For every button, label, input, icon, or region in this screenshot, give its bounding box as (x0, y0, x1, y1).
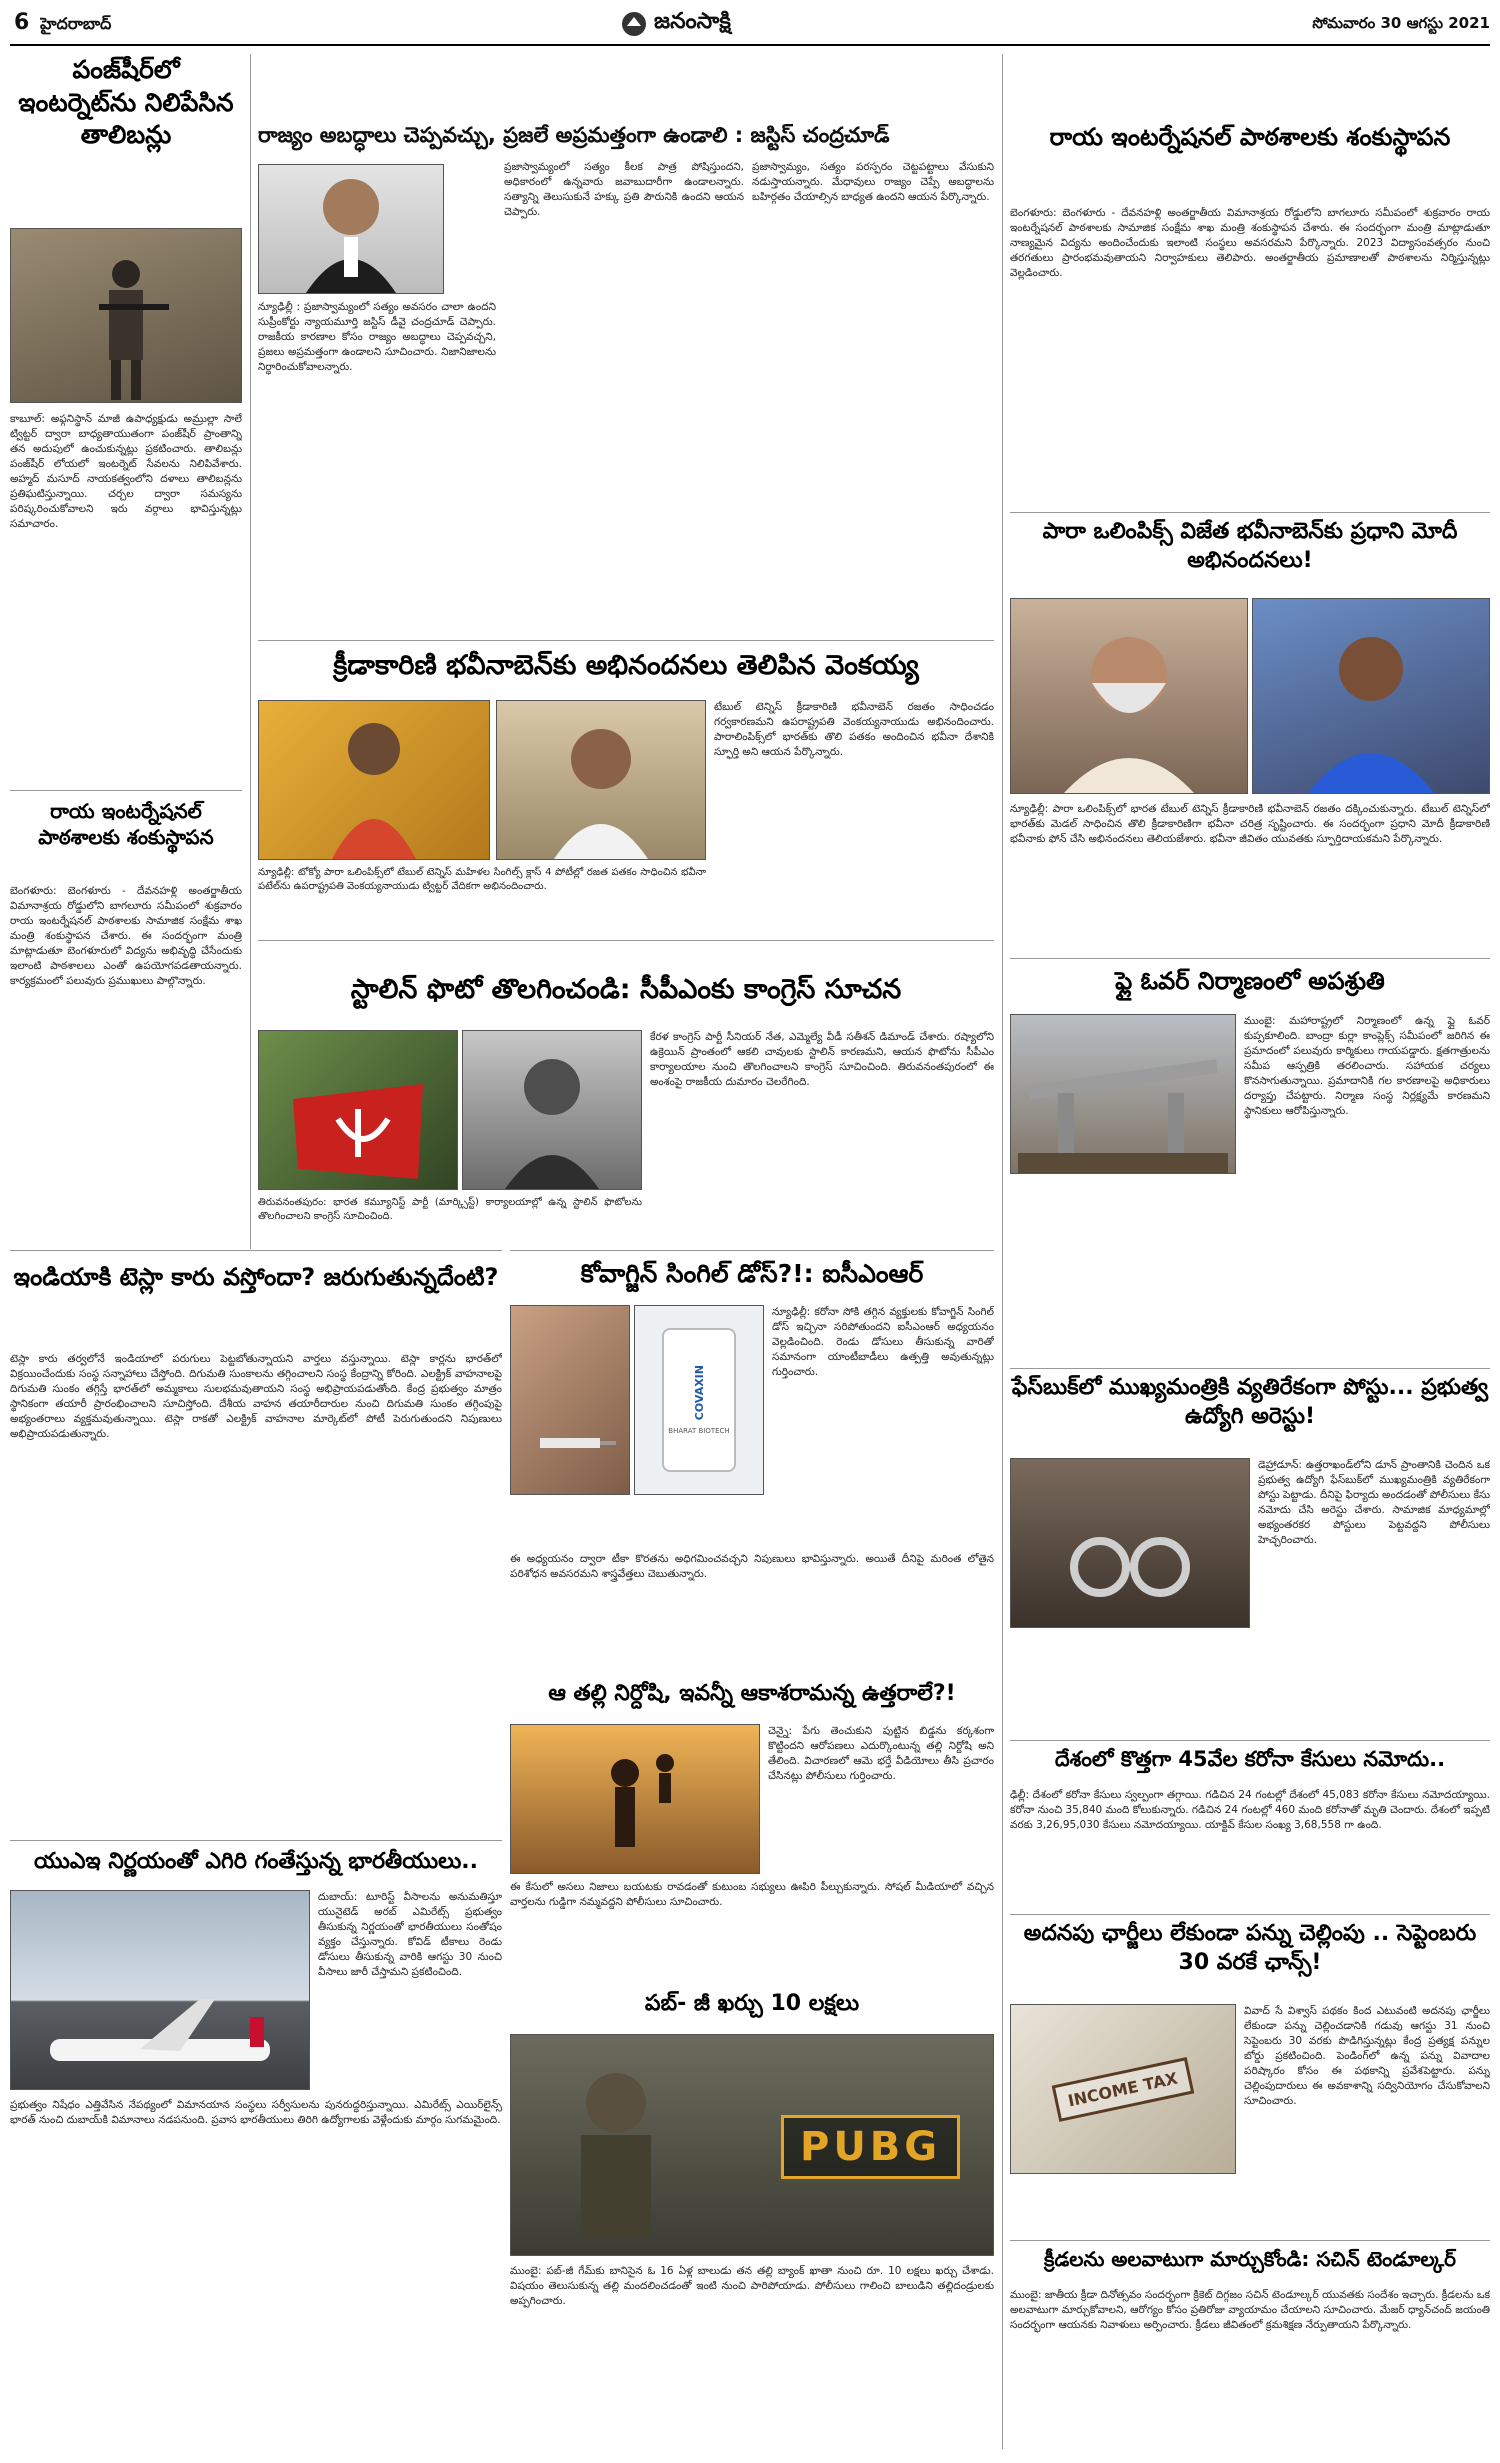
modi-headline: పారా ఒలింపిక్స్‌ విజేత భవీనాబెన్‌కు ప్రధాని మోదీ అభినందనలు! (1042, 519, 1458, 573)
facebook-top-rule (1010, 1368, 1490, 1369)
modi-photo (1010, 598, 1248, 794)
tesla-headline: ఇండియాకి టెస్లా కారు వస్తోందా? జరుగుతున్నదేంటి? (13, 1263, 499, 1291)
income-tax-photo (1010, 2004, 1236, 2174)
brand-name: జనంసాక్షి (654, 9, 731, 34)
athlete-icon (1296, 613, 1446, 793)
mother-headline: ఆ తల్లి నిర్దోషి, ఇవన్నీ ఆకాశరామన్న ఉత్తరాలే?! (548, 1681, 956, 1706)
pubg-body: ముంబై: పబ్‌-జీ గేమ్‌కు బానిసైన ఓ 16 ఏళ్ల బాలుడు తన తల్లి బ్యాంక్‌ ఖాతా నుంచి రూ. 10 లక్షలు ఖర్చు చేశాడు. విషయం తెలుసుకున్న తల్లి మందలించడంతో ఇంటి నుంచి పారిపోయాడు. పోలీసులు గాలించి బాలుడిని తల్లిదండ్రులకు అప్పగించారు. (510, 2265, 994, 2307)
vial-maker: BHARAT BIOTECH (668, 1426, 730, 1435)
venkaiah-headline: క్రీడాకారిణి భవీనాబెన్‌కు అభినందనలు తెలిపిన వెంకయ్య (333, 650, 919, 681)
stalin-top-rule (258, 940, 994, 941)
sachin-headline: క్రీడలను అలవాటుగా మార్చుకోండి: సచిన్‌ టెండూల్కర్‌ (1044, 2247, 1456, 2271)
modi-top-rule (1010, 512, 1490, 513)
brand-emblem-icon (620, 10, 648, 38)
corona-body: ఢిల్లీ: దేశంలో కరోనా కేసులు స్వల్పంగా తగ్గాయి. గడిచిన 24 గంటల్లో దేశంలో 45,083 కరోనా కేసులు నమోదయ్యాయి. కరోనా నుంచి 35,840 మంది కోలుకున్నారు. గడిచిన 24 గంటల్లో 460 మంది కరోనాతో మృతి చెందారు. దేశంలో ఇప్పటి వరకు 3,26,95,030 కేసులు నమోదయ్యాయి. యాక్టివ్‌ కేసుల సంఖ్య 3,68,558 గా ఉంది. (1010, 1789, 1490, 1831)
panjshir-body: కాబూల్‌: అఫ్గనిస్థాన్‌ మాజీ ఉపాధ్యక్షుడు అమ్రుల్లా సాలే ట్విట్టర్‌ ద్వారా బాధ్యతాయుతంగా పంజ్‌షీర్‌ ప్రాంతాన్ని తన అదుపులో ఉంచుకున్నట్లు ప్రకటించారు. తాలిబన్లు పంజ్‌షీర్‌ లోయలో ఇంటర్నెట్‌ సేవలను నిలిపివేశారు. అహ్మద్‌ మసూద్‌ నాయకత్వంలోని దళాలు తాలిబన్లను ప్రతిఘటిస్తున్నాయి. చర్చల ద్వారా సమస్యను పరిష్కరించుకోవాలని ఇరు వర్గాలు భావిస్తున్నట్లు సమాచారం. (10, 413, 242, 530)
hammer-sickle-icon (283, 1079, 433, 1189)
venkaiah-caption: న్యూఢిల్లీ: టోక్యో పారా ఒలింపిక్స్‌లో టేబుల్‌ టెన్నిస్‌ మహిళల సింగిల్స్‌ క్లాస్‌ 4 పోటీల్లో రజత పతకం సాధించిన భవీనా పటేల్‌ను ఉపరాష్ట్రపతి వెంకయ్యనాయుడు ట్విట్టర్‌ వేదికగా అభినందించారు. (258, 867, 706, 892)
corona-top-rule (1010, 1740, 1490, 1741)
cpim-flag-photo (258, 1030, 458, 1190)
venkaiah-photo (496, 700, 706, 860)
income-tax-stamp: INCOME TAX (1052, 2057, 1194, 2122)
panjshir-photo (10, 228, 242, 403)
athlete-icon (314, 709, 434, 859)
facebook-headline: ఫేస్‌బుక్‌లో ముఖ్యమంత్రికి వ్యతిరేకంగా పోస్టు... ప్రభుత్వ ఉద్యోగి అరెస్టు! (1011, 1375, 1489, 1429)
column-rule-right (1002, 54, 1003, 2449)
justice-body-2: ప్రజాస్వామ్యంలో సత్యం కీలక పాత్ర పోషిస్తుందని, అధికారంలో ఉన్నవారు జవాబుదారీగా ఉండాలన్నారు. సత్యాన్ని తెలుసుకునే హక్కు ప్రతి పౌరునికి ఉందని ఆయన చెప్పారు. (504, 161, 744, 218)
flyover-top-rule (1010, 958, 1490, 959)
rai-right-headline: రాయ ఇంటర్నేషనల్‌ పాఠశాలకు శంకుస్థాపన (1049, 123, 1451, 151)
left-divider-1 (10, 790, 242, 791)
flyover-body: ముంబై: మహారాష్ట్రలో నిర్మాణంలో ఉన్న ఫ్లై ఓవర్‌ కుప్పకూలింది. బాంద్రా కుర్లా కాంప్లెక్స్‌ సమీపంలో జరిగిన ఈ ప్రమాదంలో పలువురు కార్మికులు గాయపడ్డారు. క్షతగాత్రులను సమీప ఆస్పత్రికి తరలించారు. సహాయక చర్యలు కొనసాగుతున్నాయి. ప్రమాదానికి గల కారణాలపై అధికారులు దర్యాప్తు చేపట్టారు. నిర్మాణ సంస్థ నిర్లక్ష్యమే కారణమని స్థానికులు ఆరోపిస్తున్నారు. (1244, 1015, 1490, 1117)
issue-date: సోమవారం 30 ఆగస్టు 2021 (1312, 14, 1490, 32)
rai-left-body: బెంగళూరు: బెంగళూరు - దేవనహళ్లి అంతర్జాతీయ విమానాశ్రయ రోడ్డులోని బాగలూరు సమీపంలో శుక్రవారం రాయ ఇంటర్నేషనల్‌ పాఠశాలకు సామాజిక సంక్షేమ శాఖ మంత్రి శంకుస్థాపన చేశారు. ఈ సందర్భంగా మంత్రి మాట్లాడుతూ బెంగళూరులో విద్యను అభివృద్ధి చేసేందుకు ఇలాంటి పాఠశాలలు ఎంతో ఉపయోగపడతాయన్నారు. కార్యక్రమంలో పలువురు ప్రముఖులు పాల్గొన్నారు. (10, 885, 242, 987)
uae-top-rule (10, 1840, 502, 1841)
airport-photo (10, 1890, 310, 2090)
tax-body: వివాద్‌ సే విశ్వాస్‌ పథకం కింద ఎటువంటి అదనపు ఛార్జీలు లేకుండా పన్ను చెల్లించడానికి గడువు ఆగస్టు 31 నుంచి సెప్టెంబరు 30 వరకు పొడిగిస్తున్నట్లు కేంద్ర ప్రత్యక్ష పన్నుల బోర్డు ప్రకటించింది. పెండింగ్‌లో ఉన్న పన్ను వివాదాల పరిష్కారం కోసం ఈ పథకాన్ని ప్రవేశపెట్టారు. పన్ను చెల్లింపుదారులు ఈ అవకాశాన్ని సద్వినియోగం చేసుకోవాలని సూచించారు. (1244, 2005, 1490, 2107)
vial-label (662, 1328, 736, 1472)
sachin-body: ముంబై: జాతీయ క్రీడా దినోత్సవం సందర్భంగా క్రికెట్‌ దిగ్గజం సచిన్‌ టెండూల్కర్‌ యువతకు సందేశం ఇచ్చారు. క్రీడలను ఒక అలవాటుగా మార్చుకోవాలని, ఆరోగ్యం కోసం ప్రతిరోజు వ్యాయామం చేయాలని సూచించారు. మేజర్‌ ధ్యాన్‌చంద్‌ జయంతి సందర్భంగా ఆయనకు నివాళులు అర్పించారు. క్రీడలు జీవితంలో క్రమశిక్షణ నేర్పుతాయని పేర్కొన్నారు. (1010, 2289, 1490, 2331)
mother-body-2: ఈ కేసులో అసలు నిజాలు బయటకు రావడంతో కుటుంబ సభ్యులు ఊపిరి పీల్చుకున్నారు. సోషల్‌ మీడియాలో వచ్చిన వార్తలను గుడ్డిగా నమ్మవద్దని పోలీసులు సూచించారు. (510, 1881, 994, 1908)
venkaiah-top-rule (258, 640, 994, 641)
tax-top-rule (1010, 1914, 1490, 1915)
pubg-photo (510, 2034, 994, 2256)
bhavina-celebrating-photo (1252, 598, 1490, 794)
vaccine-injection-photo (510, 1305, 630, 1495)
covaxin-headline: కోవాగ్జిన్‌ సింగిల్‌ డోస్‌?!: ఐసీఎంఆర్‌ (580, 1259, 924, 1288)
covaxin-vial-photo (634, 1305, 764, 1495)
portrait-icon (296, 165, 406, 293)
stalin-caption: తిరువనంతపురం: భారత కమ్యూనిస్ట్‌ పార్టీ (మార్క్సిస్ట్‌) కార్యాలయాల్లో ఉన్న స్టాలిన్‌ ఫొటోలను తొలగించాలని కాంగ్రెస్‌ సూచించింది. (258, 1197, 642, 1222)
collapsed-structure-icon (1018, 1033, 1228, 1173)
mother-child-photo (510, 1724, 760, 1874)
handcuffs-icon (1040, 1507, 1220, 1627)
bhavina-photo (258, 700, 490, 860)
stalin-headline: స్టాలిన్‌ ఫొటో తొలగించండి: సీపీఎంకు కాంగ్రెస్‌ సూచన (350, 974, 902, 1005)
portrait-icon (1054, 613, 1204, 793)
soldier-helmet-icon (551, 2055, 681, 2235)
stalin-photo (462, 1030, 642, 1190)
uae-headline: యుఎఇ నిర్ణయంతో ఎగిరి గంతేస్తున్న భారతీయులు.. (33, 1849, 479, 1874)
covaxin-top-rule (510, 1250, 994, 1251)
handcuffs-photo (1010, 1458, 1250, 1628)
rai-left-headline: రాయ ఇంటర్నేషనల్‌ పాఠశాలకు శంకుస్థాపన (38, 799, 214, 849)
panjshir-headline: పంజ్‌షీర్‌లో ఇంటర్నెట్‌ను నిలిపేసిన తాలిబన్లు (18, 55, 234, 149)
silhouette-icon (555, 1733, 715, 1873)
tesla-top-rule (10, 1250, 502, 1251)
justice-photo (258, 164, 444, 294)
covaxin-body-1: న్యూఢిల్లీ: కరోనా సోకి తగ్గిన వ్యక్తులకు కోవాగ్జిన్‌ సింగిల్‌ డోస్‌ ఇచ్చినా సరిపోతుందని ఐసీఎంఆర్‌ అధ్యయనం వెల్లడించింది. రెండు డోసులు తీసుకున్న వారితో సమానంగా యాంటీబాడీలు ఉత్పత్తి అవుతున్నట్లు గుర్తించారు. (772, 1306, 994, 1378)
justice-body-3: ప్రజాస్వామ్యం, సత్యం పరస్పరం చెట్టపట్టాలు వేసుకుని నడుస్తాయన్నారు. మేధావులు రాజ్యం చెప్పే అబద్ధాలను బహిర్గతం చేయాల్సిన బాధ్యత ఉందని ఆయన పేర్కొన్నారు. (752, 161, 994, 203)
flyover-photo (1010, 1014, 1236, 1174)
uae-body-1: దుబాయ్‌: టూరిస్ట్‌ వీసాలను అనుమతిస్తూ యునైటెడ్‌ అరబ్‌ ఎమిరేట్స్‌ ప్రభుత్వం తీసుకున్న నిర్ణయంతో భారతీయులు సంతోషం వ్యక్తం చేస్తున్నారు. కోవిడ్‌ టీకాలు రెండు డోసులు తీసుకున్న వారికి ఆగస్టు 30 నుంచి వీసాలు జారీ చేస్తామని ప్రకటించింది. (318, 1891, 502, 1978)
sachin-top-rule (1010, 2240, 1490, 2241)
tax-headline: అదనపు ఛార్జీలు లేకుండా పన్ను చెల్లింపు .. సెప్టెంబరు 30 వరకే ఛాన్స్‌! (1023, 1921, 1477, 1975)
uae-body-2: ప్రభుత్వం నిషేధం ఎత్తివేసిన నేపథ్యంలో విమానయాన సంస్థలు సర్వీసులను పునరుద్ధరిస్తున్నాయి. ఎమిరేట్స్‌ ఎయిర్‌లైన్స్‌ భారత్‌ నుంచి దుబాయ్‌కి విమానాలు నడపనుంది. ప్రవాస భారతీయులు తిరిగి ఉద్యోగాలకు వెళ్లేందుకు మార్గం సుగమమైంది. (10, 2099, 502, 2126)
header-rule (10, 44, 1490, 46)
covaxin-body-2: ఈ అధ్యయనం ద్వారా టీకా కొరతను అధిగమించవచ్చని నిపుణులు భావిస్తున్నారు. అయితే దీనిపై మరింత లోతైన పరిశోధన అవసరమని శాస్త్రవేత్తలు చెబుతున్నారు. (510, 1553, 994, 1580)
facebook-body: డెహ్రాడూన్‌: ఉత్తరాఖండ్‌లోని డూన్‌ ప్రాంతానికి చెందిన ఒక ప్రభుత్వ ఉద్యోగి ఫేస్‌బుక్‌లో ముఖ్యమంత్రికి వ్యతిరేకంగా పోస్టు పెట్టాడు. దీనిపై ఫిర్యాదు అందడంతో పోలీసులు కేసు నమోదు చేసి అరెస్టు చేశారు. సామాజిక మాధ్యమాల్లో అభ్యంతరకర పోస్టులు పెట్టవద్దని పోలీసులు హెచ్చరించారు. (1258, 1459, 1490, 1546)
soldier-figure-icon (81, 252, 171, 402)
portrait-icon (497, 1039, 607, 1189)
pubg-headline: పబ్‌- జీ ఖర్చు 10 లక్షలు (644, 1991, 860, 2016)
syringe-icon (520, 1394, 620, 1494)
airplane-icon (30, 1969, 290, 2089)
brand-logo (620, 6, 820, 42)
page-number: 6 (14, 10, 30, 35)
modi-body: న్యూఢిల్లీ: పారా ఒలింపిక్స్‌లో భారత టేబుల్‌ టెన్నిస్‌ క్రీడాకారిణి భవీనాబెన్‌ రజతం దక్కించుకున్నారు. టేబుల్‌ టెన్నిస్‌లో భారత్‌కు మెడల్‌ సాధించిన తొలి క్రీడాకారిణిగా భవీనా చరిత్ర సృష్టించారు. ఈ సందర్భంగా ప్రధాని మోదీ క్రీడాకారిణి భవీనాకు ఫోన్‌ చేసి అభినందనలు తెలియజేశారు. భవీనా జీవితం యువతకు స్ఫూర్తిదాయకమని పేర్కొన్నారు. (1010, 803, 1490, 845)
stalin-body: కేరళ కాంగ్రెస్‌ పార్టీ సీనియర్‌ నేత, ఎమ్మెల్యే వీడీ సతీశన్‌ డిమాండ్‌ చేశారు. రష్యాలోని ఉక్రెయిన్‌ ప్రాంతంలో ఆకలి చావులకు స్టాలిన్‌ కారణమని, ఆయన ఫొటోను సీపీఎం కార్యాలయాల నుంచి తొలగించాలని కాంగ్రెస్‌ సూచించింది. తిరువనంతపురంలో ఈ అంశంపై రాజకీయ దుమారం చెలరేగింది. (650, 1031, 994, 1088)
pubg-logo: PUBG (781, 2115, 960, 2179)
tesla-body: టెస్లా కారు తర్వలోనే ఇండియాలో పరుగులు పెట్టబోతున్నాయని వార్తలు వస్తున్నాయి. టెస్లా కార్లను భారత్‌లో విక్రయించేందుకు సంస్థ సన్నాహాలు చేస్తోంది. దిగుమతి సుంకాలను తగ్గించాలని సంస్థ కేంద్రాన్ని కోరింది. ఎలక్ట్రిక్‌ వాహనాలపై దిగుమతి సుంకం తగ్గిస్తే భారత్‌లో అమ్మకాలు సులభమవుతాయని సంస్థ అభిప్రాయపడుతోంది. కేంద్ర ప్రభుత్వం మాత్రం స్థానికంగా తయారీ ప్రారంభించాలని సూచిస్తోంది. దేశీయ వాహన తయారీదారుల నుంచి దిగుమతి సుంకం తగ్గింపుపై అభ్యంతరాలు వ్యక్తమవుతున్నాయి. టెస్లా రాకతో ఎలక్ట్రిక్‌ వాహనాల మార్కెట్‌లో పోటీ పెరుగుతుందని నిపుణులు అభిప్రాయపడుతున్నారు. (10, 1353, 502, 1440)
justice-body-1: న్యూఢిల్లీ : ప్రజాస్వామ్యంలో సత్యం అవసరం చాలా ఉందని సుప్రీంకోర్టు న్యాయమూర్తి జస్టిస్‌ డీవై చంద్రచూడ్‌ చెప్పారు. రాజకీయ కారణాల కోసం రాజ్యం అబద్ధాలు చెప్పవచ్చని, ప్రజలు అప్రమత్తంగా ఉండాలని సూచించారు. నిజానిజాలను నిర్ధారించుకోవాలన్నారు. (258, 301, 496, 373)
justice-headline: రాజ్యం అబద్ధాలు చెప్పవచ్చు, ప్రజలే అప్రమత్తంగా ఉండాలి : జస్టిస్‌ చంద్రచూడ్‌ (258, 123, 890, 147)
venkaiah-body: టేబుల్‌ టెన్నిస్‌ క్రీడాకారిణి భవీనాబెన్‌ రజతం సాధించడం గర్వకారణమని ఉపరాష్ట్రపతి వెంకయ్యనాయుడు అభినందించారు. పారాలింపిక్స్‌లో భారత్‌కు తొలి పతకం అందించిన భవీనా దేశానికి స్ఫూర్తి అని ఆయన పేర్కొన్నారు. (714, 701, 994, 758)
column-rule-left (250, 54, 251, 1249)
portrait-icon (546, 709, 656, 859)
mother-body-1: చెన్నై: పేగు తెంచుకుని పుట్టిన బిడ్డను కర్కశంగా కొట్టిందని ఆరోపణలు ఎదుర్కొంటున్న తల్లి నిర్దోషి అని తేలింది. విచారణలో ఆమె భర్తే వీడియోలు తీసి ప్రచారం చేసినట్లు పోలీసులు గుర్తించారు. (768, 1725, 994, 1782)
rai-right-body: బెంగళూరు: బెంగళూరు - దేవనహళ్లి అంతర్జాతీయ విమానాశ్రయ రోడ్డులోని బాగలూరు సమీపంలో శుక్రవారం రాయ ఇంటర్నేషనల్‌ పాఠశాలకు సామాజిక సంక్షేమ శాఖ మంత్రి శంకుస్థాపన చేశారు. ఈ సందర్భంగా మంత్రి మాట్లాడుతూ నాణ్యమైన విద్యను అందించేందుకు ఇలాంటి సంస్థలు అవసరమని పేర్కొన్నారు. 2023 విద్యాసంవత్సరం నుంచి తరగతులు ప్రారంభమవుతాయని నిర్వాహకులు తెలిపారు. అంతర్జాతీయ ప్రమాణాలతో పాఠశాలను నిర్మిస్తున్నట్లు వెల్లడించారు. (1010, 207, 1490, 279)
corona-headline: దేశంలో కొత్తగా 45వేల కరోనా కేసులు నమోదు.. (1054, 1747, 1446, 1771)
vial-brand: COVAXIN (692, 1365, 706, 1421)
flyover-headline: ఫ్లై ఓవర్‌ నిర్మాణంలో అపశ్రుతి (1115, 967, 1385, 995)
section-name: హైదరాబాద్ (40, 14, 112, 33)
